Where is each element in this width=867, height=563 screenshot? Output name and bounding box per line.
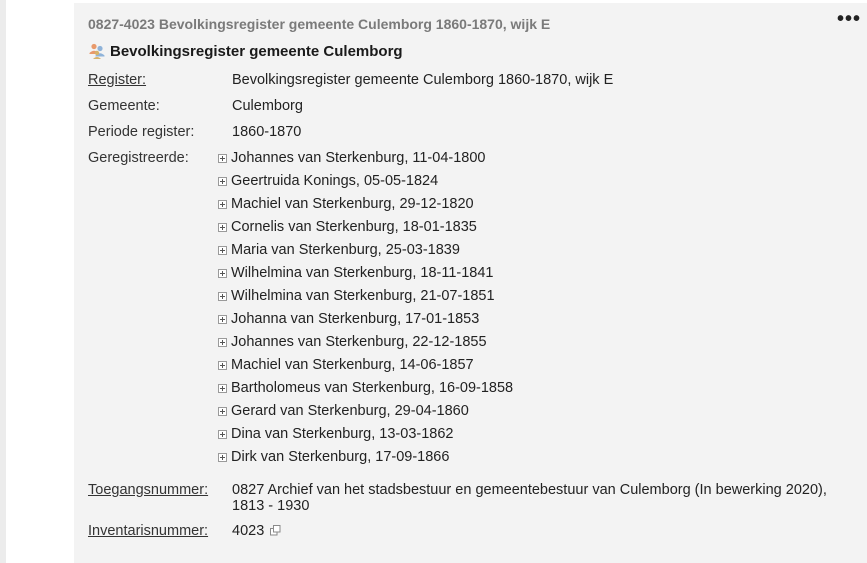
person-list	[218, 147, 513, 469]
plus-box-icon[interactable]	[218, 269, 227, 278]
person-name: Machiel van Sterkenburg, 14-06-1857	[231, 357, 474, 373]
toegangsnummer-label[interactable]: Toegangsnummer:	[88, 482, 209, 498]
record-card	[74, 3, 867, 563]
source-title-text: Bevolkingsregister gemeente Culemborg	[110, 42, 403, 60]
geregistreerde-label: Geregistreerde:	[88, 150, 189, 166]
plus-box-icon[interactable]	[218, 200, 227, 209]
left-rail	[0, 0, 6, 563]
person-name: Cornelis van Sterkenburg, 18-01-1835	[231, 219, 477, 235]
plus-box-icon[interactable]	[218, 292, 227, 301]
field-register	[88, 69, 613, 92]
register-label[interactable]: Register:	[88, 72, 147, 88]
person-name: Gerard van Sterkenburg, 29-04-1860	[231, 403, 469, 419]
person-item[interactable]	[218, 331, 513, 354]
person-item[interactable]	[218, 147, 513, 170]
plus-box-icon[interactable]	[218, 384, 227, 393]
person-name: Johannes van Sterkenburg, 11-04-1800	[231, 150, 486, 166]
inventarisnummer-value[interactable]: 4023	[232, 523, 265, 539]
field-periode	[88, 121, 301, 144]
plus-box-icon[interactable]	[218, 246, 227, 255]
field-geregistreerde	[88, 147, 513, 469]
person-item[interactable]	[218, 285, 513, 308]
field-inventarisnummer	[88, 520, 281, 543]
plus-box-icon[interactable]	[218, 177, 227, 186]
person-name: Machiel van Sterkenburg, 29-12-1820	[231, 196, 474, 212]
person-name: Johanna van Sterkenburg, 17-01-1853	[231, 311, 480, 327]
person-item[interactable]	[218, 354, 513, 377]
person-item[interactable]	[218, 170, 513, 193]
periode-value: 1860-1870	[232, 124, 302, 140]
person-item[interactable]	[218, 308, 513, 331]
field-toegangsnummer	[88, 479, 862, 514]
person-item[interactable]	[218, 377, 513, 400]
plus-box-icon[interactable]	[218, 430, 227, 439]
field-gemeente	[88, 95, 303, 118]
register-value: Bevolkingsregister gemeente Culemborg 1860-1870, wijk E	[232, 72, 614, 88]
gemeente-value: Culemborg	[232, 98, 303, 114]
person-name: Wilhelmina van Sterkenburg, 18-11-1841	[231, 265, 494, 281]
plus-box-icon[interactable]	[218, 154, 227, 163]
people-icon	[88, 42, 106, 60]
person-item[interactable]	[218, 193, 513, 216]
person-item[interactable]	[218, 423, 513, 446]
person-name: Geertruida Konings, 05-05-1824	[231, 173, 439, 189]
toegangsnummer-value: 0827 Archief van het stadsbestuur en gemeentebestuur van Culemborg (In bewerking 2020), 1813 - 1930	[232, 482, 827, 514]
more-options-icon[interactable]: •••	[836, 8, 861, 30]
external-link-icon[interactable]	[270, 525, 281, 536]
inventarisnummer-value-wrap	[232, 520, 281, 543]
person-item[interactable]	[218, 400, 513, 423]
person-name: Bartholomeus van Sterkenburg, 16-09-1858	[231, 380, 514, 396]
person-name: Dirk van Sterkenburg, 17-09-1866	[231, 449, 450, 465]
plus-box-icon[interactable]	[218, 361, 227, 370]
gemeente-label: Gemeente:	[88, 98, 160, 114]
plus-box-icon[interactable]	[218, 223, 227, 232]
plus-box-icon[interactable]	[218, 407, 227, 416]
source-title	[88, 42, 403, 60]
person-name: Dina van Sterkenburg, 13-03-1862	[231, 426, 454, 442]
inventarisnummer-label[interactable]: Inventarisnummer:	[88, 523, 209, 539]
person-name: Wilhelmina van Sterkenburg, 21-07-1851	[231, 288, 495, 304]
record-id-title: 0827-4023 Bevolkingsregister gemeente Culemborg 1860-1870, wijk E	[88, 16, 551, 32]
person-name: Johannes van Sterkenburg, 22-12-1855	[231, 334, 487, 350]
periode-label: Periode register:	[88, 124, 195, 140]
plus-box-icon[interactable]	[218, 315, 227, 324]
plus-box-icon[interactable]	[218, 338, 227, 347]
person-item[interactable]	[218, 446, 513, 469]
person-name: Maria van Sterkenburg, 25-03-1839	[231, 242, 460, 258]
person-item[interactable]	[218, 216, 513, 239]
person-item[interactable]	[218, 239, 513, 262]
plus-box-icon[interactable]	[218, 453, 227, 462]
person-item[interactable]	[218, 262, 513, 285]
